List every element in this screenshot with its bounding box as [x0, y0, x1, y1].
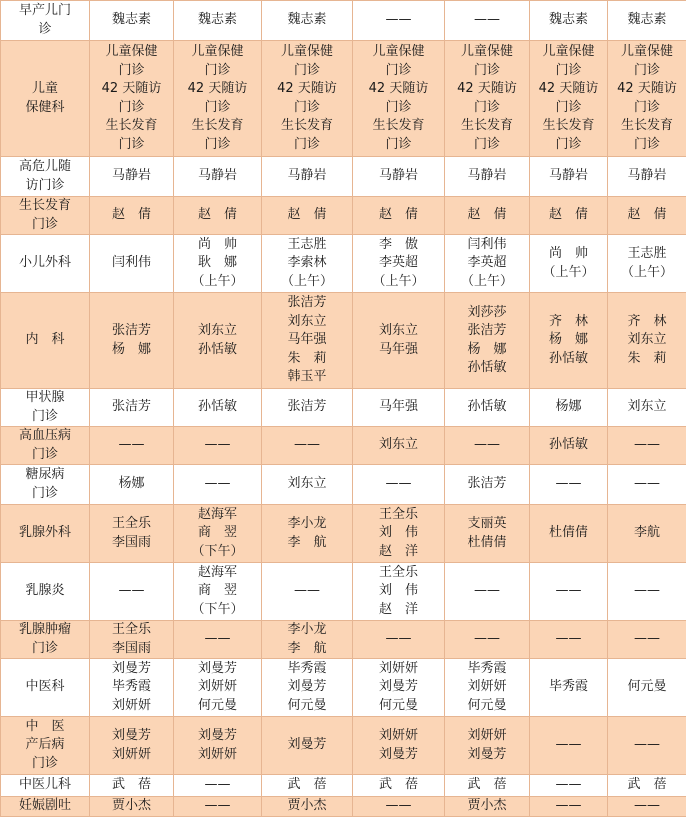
- schedule-row: [1, 1, 686, 41]
- schedule-cell: ——: [608, 465, 686, 505]
- schedule-cell: 马静岩: [174, 157, 262, 197]
- schedule-cell: 贾小杰: [262, 797, 353, 817]
- schedule-cell: 刘东立 孙恬敏: [174, 293, 262, 389]
- schedule-cell: ——: [530, 621, 608, 659]
- department-cell: 甲状腺 门诊: [1, 389, 90, 427]
- schedule-cell: 齐 林 刘东立 朱 莉: [608, 293, 686, 389]
- schedule-cell: 毕秀霞 刘妍妍 何元曼: [445, 659, 530, 717]
- schedule-cell: 刘妍妍 刘曼芳: [445, 717, 530, 775]
- schedule-cell: 马静岩: [530, 157, 608, 197]
- schedule-cell: ——: [353, 1, 445, 41]
- schedule-cell: 张洁芳: [445, 465, 530, 505]
- schedule-cell: 赵 倩: [353, 197, 445, 235]
- schedule-cell: 李 傲 李英超 （上午）: [353, 235, 445, 293]
- schedule-cell: 儿童保健 门诊 42 天随访 门诊 生长发育 门诊: [90, 41, 174, 157]
- schedule-cell: ——: [353, 465, 445, 505]
- schedule-cell: 刘东立: [353, 427, 445, 465]
- department-cell: 生长发育 门诊: [1, 197, 90, 235]
- schedule-row: [1, 197, 686, 235]
- schedule-cell: 武 蓓: [262, 775, 353, 797]
- schedule-cell: ——: [174, 775, 262, 797]
- schedule-cell: 李小龙 李 航: [262, 505, 353, 563]
- schedule-cell: 孙恬敏: [174, 389, 262, 427]
- schedule-cell: 马静岩: [445, 157, 530, 197]
- schedule-cell: 儿童保健 门诊 42 天随访 门诊 生长发育 门诊: [530, 41, 608, 157]
- schedule-cell: ——: [174, 465, 262, 505]
- schedule-cell: 儿童保健 门诊 42 天随访 门诊 生长发育 门诊: [262, 41, 353, 157]
- department-cell: 中医科: [1, 659, 90, 717]
- schedule-cell: ——: [530, 465, 608, 505]
- schedule-cell: 儿童保健 门诊 42 天随访 门诊 生长发育 门诊: [353, 41, 445, 157]
- schedule-cell: 武 蓓: [608, 775, 686, 797]
- schedule-cell: 张洁芳: [262, 389, 353, 427]
- schedule-body: [1, 1, 686, 817]
- schedule-cell: 赵 倩: [90, 197, 174, 235]
- schedule-cell: 王志胜 李索林 （上午）: [262, 235, 353, 293]
- schedule-cell: 刘莎莎 张洁芳 杨 娜 孙恬敏: [445, 293, 530, 389]
- schedule-row: [1, 41, 686, 157]
- schedule-cell: 支丽英 杜倩倩: [445, 505, 530, 563]
- schedule-cell: 杨娜: [90, 465, 174, 505]
- schedule-cell: 刘东立 马年强: [353, 293, 445, 389]
- schedule-cell: ——: [353, 797, 445, 817]
- schedule-cell: 魏志素: [174, 1, 262, 41]
- schedule-cell: 魏志素: [90, 1, 174, 41]
- schedule-cell: 李小龙 李 航: [262, 621, 353, 659]
- schedule-cell: 尚 帅 （上午）: [530, 235, 608, 293]
- department-cell: 高危儿随 访门诊: [1, 157, 90, 197]
- schedule-cell: ——: [445, 427, 530, 465]
- schedule-cell: ——: [353, 621, 445, 659]
- schedule-cell: ——: [608, 621, 686, 659]
- schedule-cell: 齐 林 杨 娜 孙恬敏: [530, 293, 608, 389]
- schedule-cell: 孙恬敏: [530, 427, 608, 465]
- schedule-cell: 魏志素: [262, 1, 353, 41]
- schedule-cell: ——: [445, 563, 530, 621]
- schedule-cell: 王全乐 刘 伟 赵 洋: [353, 563, 445, 621]
- schedule-row: [1, 505, 686, 563]
- schedule-cell: 张洁芳 杨 娜: [90, 293, 174, 389]
- schedule-cell: 赵 倩: [530, 197, 608, 235]
- schedule-cell: 闫利伟: [90, 235, 174, 293]
- schedule-cell: 杨娜: [530, 389, 608, 427]
- schedule-cell: 刘曼芳 毕秀霞 刘妍妍: [90, 659, 174, 717]
- schedule-cell: ——: [90, 563, 174, 621]
- department-cell: 妊娠剧吐: [1, 797, 90, 817]
- schedule-cell: ——: [608, 717, 686, 775]
- schedule-cell: ——: [530, 797, 608, 817]
- schedule-cell: 赵海军 商 翌 （下午）: [174, 505, 262, 563]
- schedule-cell: 刘东立: [608, 389, 686, 427]
- schedule-cell: 张洁芳 刘东立 马年强 朱 莉 韩玉平: [262, 293, 353, 389]
- department-cell: 乳腺炎: [1, 563, 90, 621]
- schedule-cell: ——: [608, 427, 686, 465]
- schedule-row: [1, 775, 686, 797]
- schedule-row: [1, 465, 686, 505]
- schedule-cell: 杜倩倩: [530, 505, 608, 563]
- schedule-row: [1, 717, 686, 775]
- schedule-cell: ——: [90, 427, 174, 465]
- schedule-cell: 刘妍妍 刘曼芳: [353, 717, 445, 775]
- schedule-cell: 王全乐 李国雨: [90, 621, 174, 659]
- schedule-cell: 魏志素: [608, 1, 686, 41]
- schedule-cell: ——: [262, 563, 353, 621]
- schedule-cell: 武 蓓: [353, 775, 445, 797]
- schedule-cell: ——: [174, 621, 262, 659]
- department-cell: 儿童 保健科: [1, 41, 90, 157]
- schedule-row: [1, 389, 686, 427]
- schedule-cell: 刘曼芳 刘妍妍 何元曼: [174, 659, 262, 717]
- schedule-cell: 刘东立: [262, 465, 353, 505]
- schedule-cell: 马静岩: [353, 157, 445, 197]
- schedule-cell: 孙恬敏: [445, 389, 530, 427]
- schedule-cell: 张洁芳: [90, 389, 174, 427]
- schedule-cell: ——: [174, 427, 262, 465]
- schedule-row: [1, 563, 686, 621]
- schedule-cell: 毕秀霞 刘曼芳 何元曼: [262, 659, 353, 717]
- schedule-row: [1, 293, 686, 389]
- schedule-cell: 贾小杰: [445, 797, 530, 817]
- schedule-cell: 魏志素: [530, 1, 608, 41]
- schedule-cell: ——: [262, 427, 353, 465]
- department-cell: 中医儿科: [1, 775, 90, 797]
- schedule-cell: 何元曼: [608, 659, 686, 717]
- schedule-cell: 赵海军 商 翌 （下午）: [174, 563, 262, 621]
- department-cell: 小儿外科: [1, 235, 90, 293]
- schedule-row: [1, 797, 686, 817]
- schedule-cell: ——: [445, 1, 530, 41]
- schedule-cell: ——: [608, 797, 686, 817]
- schedule-cell: 毕秀霞: [530, 659, 608, 717]
- schedule-row: [1, 157, 686, 197]
- schedule-cell: ——: [174, 797, 262, 817]
- schedule-cell: 儿童保健 门诊 42 天随访 门诊 生长发育 门诊: [608, 41, 686, 157]
- schedule-cell: 赵 倩: [174, 197, 262, 235]
- schedule-row: [1, 659, 686, 717]
- schedule-cell: 王志胜 （上午）: [608, 235, 686, 293]
- schedule-cell: 武 蓓: [445, 775, 530, 797]
- department-cell: 糖尿病 门诊: [1, 465, 90, 505]
- schedule-cell: 李航: [608, 505, 686, 563]
- department-cell: 乳腺外科: [1, 505, 90, 563]
- schedule-cell: 王全乐 李国雨: [90, 505, 174, 563]
- schedule-cell: ——: [530, 563, 608, 621]
- schedule-row: [1, 235, 686, 293]
- schedule-cell: 刘妍妍 刘曼芳 何元曼: [353, 659, 445, 717]
- schedule-cell: 贾小杰: [90, 797, 174, 817]
- department-cell: 高血压病 门诊: [1, 427, 90, 465]
- schedule-cell: 刘曼芳 刘妍妍: [90, 717, 174, 775]
- schedule-cell: 刘曼芳: [262, 717, 353, 775]
- schedule-cell: 马静岩: [608, 157, 686, 197]
- schedule-cell: ——: [530, 717, 608, 775]
- department-cell: 内 科: [1, 293, 90, 389]
- department-cell: 早产儿门 诊: [1, 1, 90, 41]
- schedule-cell: 王全乐 刘 伟 赵 洋: [353, 505, 445, 563]
- schedule-row: [1, 427, 686, 465]
- department-cell: 乳腺肿瘤 门诊: [1, 621, 90, 659]
- schedule-cell: 闫利伟 李英超 （上午）: [445, 235, 530, 293]
- schedule-cell: 儿童保健 门诊 42 天随访 门诊 生长发育 门诊: [174, 41, 262, 157]
- schedule-cell: ——: [608, 563, 686, 621]
- schedule-cell: 马年强: [353, 389, 445, 427]
- schedule-cell: 赵 倩: [262, 197, 353, 235]
- schedule-cell: 马静岩: [90, 157, 174, 197]
- schedule-row: [1, 621, 686, 659]
- schedule-cell: 赵 倩: [445, 197, 530, 235]
- schedule-cell: ——: [445, 621, 530, 659]
- schedule-cell: 儿童保健 门诊 42 天随访 门诊 生长发育 门诊: [445, 41, 530, 157]
- schedule-cell: ——: [530, 775, 608, 797]
- schedule-cell: 尚 帅 耿 娜 （上午）: [174, 235, 262, 293]
- schedule-cell: 刘曼芳 刘妍妍: [174, 717, 262, 775]
- schedule-cell: 武 蓓: [90, 775, 174, 797]
- department-cell: 中 医 产后病 门诊: [1, 717, 90, 775]
- schedule-cell: 赵 倩: [608, 197, 686, 235]
- schedule-cell: 马静岩: [262, 157, 353, 197]
